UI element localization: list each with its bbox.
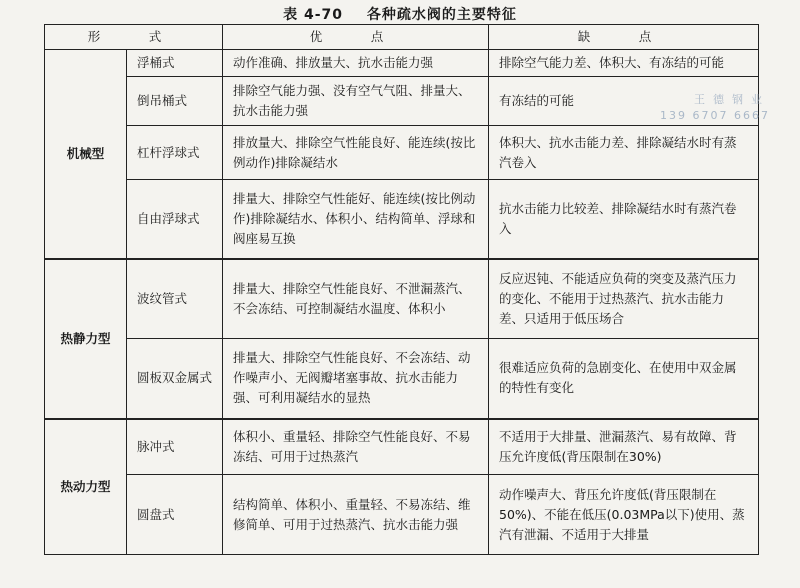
row-name: 自由浮球式 — [127, 180, 223, 259]
watermark-phone: 139 6707 6667 — [660, 109, 770, 122]
header-cons: 缺 点 — [489, 25, 759, 50]
row-cons: 反应迟钝、不能适应负荷的突变及蒸汽压力的变化、不能用于过热蒸汽、抗水击能力差、只适用于低压场合 — [489, 259, 759, 339]
watermark-company: 王德钢业 — [694, 93, 770, 106]
row-name: 波纹管式 — [127, 259, 223, 339]
header-row — [45, 25, 759, 50]
row-pros: 结构简单、体积小、重量轻、不易冻结、维修简单、可用于过热蒸汽、抗水击能力强 — [223, 475, 489, 555]
row-pros: 体积小、重量轻、排除空气性能良好、不易冻结、可用于过热蒸汽 — [223, 419, 489, 475]
valve-feature-table — [44, 24, 759, 555]
row-pros: 排放量大、排除空气性能良好、能连续(按比例动作)排除凝结水 — [223, 126, 489, 180]
row-cons: 体积大、抗水击能力差、排除凝结水时有蒸汽卷入 — [489, 126, 759, 180]
table-row — [45, 475, 759, 555]
group-label-thermodynamic: 热动力型 — [45, 419, 127, 555]
table-row — [45, 259, 759, 339]
header-pros: 优 点 — [223, 25, 489, 50]
row-pros: 排量大、排除空气性能良好、不会冻结、动作噪声小、无阀瓣堵塞事故、抗水击能力强、可利用凝结水的显热 — [223, 339, 489, 419]
table-number: 表 4-70 — [283, 7, 344, 23]
group-label-thermostatic: 热静力型 — [45, 259, 127, 419]
watermark — [660, 92, 770, 124]
table-row — [45, 419, 759, 475]
row-cons: 排除空气能力差、体积大、有冻结的可能 — [489, 50, 759, 77]
table-row — [45, 126, 759, 180]
row-name: 杠杆浮球式 — [127, 126, 223, 180]
row-cons: 动作噪声大、背压允许度低(背压限制在50%)、不能在低压(0.03MPa以下)使用、蒸汽有泄漏、不适用于大排量 — [489, 475, 759, 555]
row-name: 圆盘式 — [127, 475, 223, 555]
row-name: 圆板双金属式 — [127, 339, 223, 419]
row-cons: 很难适应负荷的急剧变化、在使用中双金属的特性有变化 — [489, 339, 759, 419]
row-cons: 抗水击能力比较差、排除凝结水时有蒸汽卷入 — [489, 180, 759, 259]
row-pros: 动作准确、排放量大、抗水击能力强 — [223, 50, 489, 77]
table-caption: 各种疏水阀的主要特征 — [366, 7, 517, 23]
row-name: 浮桶式 — [127, 50, 223, 77]
table-row — [45, 50, 759, 77]
header-form: 形 式 — [45, 25, 223, 50]
table-row — [45, 77, 759, 126]
group-label-mechanical: 机械型 — [45, 50, 127, 259]
row-pros: 排除空气能力强、没有空气气阻、排量大、抗水击能力强 — [223, 77, 489, 126]
row-cons: 不适用于大排量、泄漏蒸汽、易有故障、背压允许度低(背压限制在30%) — [489, 419, 759, 475]
row-cons: 有冻结的可能 — [489, 77, 759, 126]
row-pros: 排量大、排除空气性能良好、不泄漏蒸汽、不会冻结、可控制凝结水温度、体积小 — [223, 259, 489, 339]
table-row — [45, 339, 759, 419]
row-pros: 排量大、排除空气性能好、能连续(按比例动作)排除凝结水、体积小、结构简单、浮球和阀座易互换 — [223, 180, 489, 259]
table-title — [0, 4, 800, 24]
row-name: 倒吊桶式 — [127, 77, 223, 126]
row-name: 脉冲式 — [127, 419, 223, 475]
table-row — [45, 180, 759, 259]
